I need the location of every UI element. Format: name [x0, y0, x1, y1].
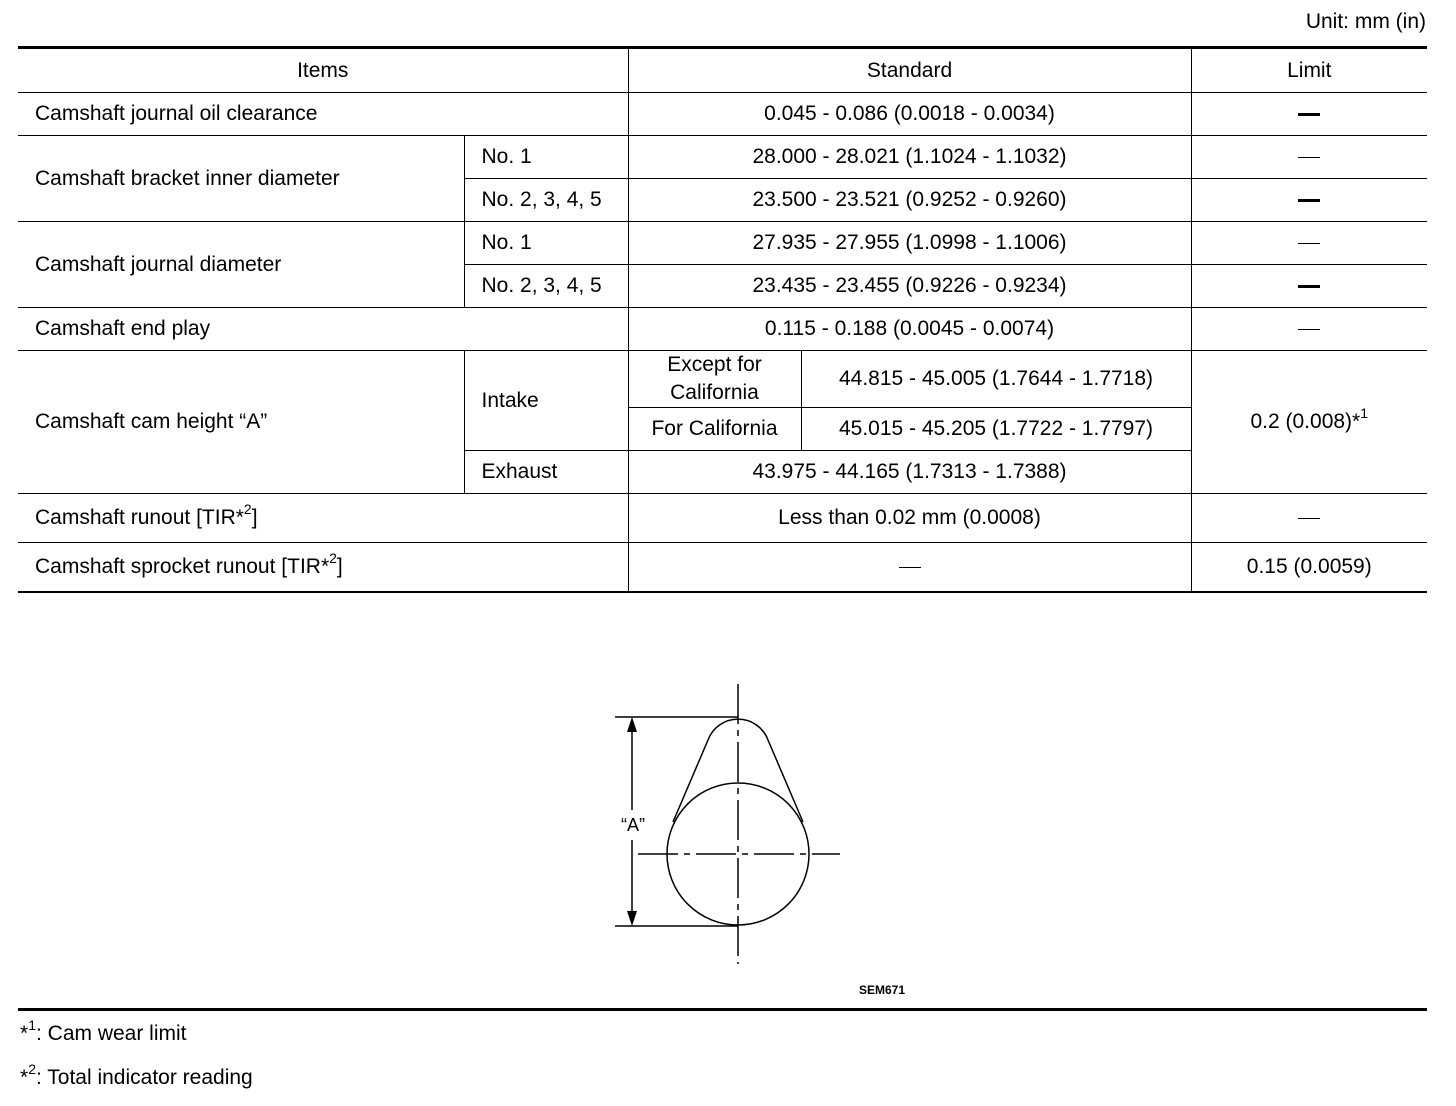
limit-cell	[1191, 308, 1427, 351]
standard-cell: 27.935 - 27.955 (1.0998 - 1.1006)	[628, 222, 1191, 265]
table-row	[18, 222, 1427, 265]
sub-item-cell: No. 1	[464, 136, 628, 179]
footnote-number: 2	[28, 1061, 36, 1077]
table-row	[18, 494, 1427, 543]
item-cell	[18, 494, 628, 543]
standard-cell: 0.045 - 0.086 (0.0018 - 0.0034)	[628, 93, 1191, 136]
limit-dash	[1298, 518, 1320, 519]
header-limit: Limit	[1191, 48, 1427, 93]
limit-value: 0.2 (0.008)*	[1250, 410, 1361, 433]
item-cell	[18, 543, 628, 593]
limit-cell	[1191, 494, 1427, 543]
sub-item-cell: No. 2, 3, 4, 5	[464, 265, 628, 308]
standard-cell: Less than 0.02 mm (0.0008)	[628, 494, 1191, 543]
item-text: Camshaft runout [TIR*	[35, 506, 244, 529]
footnote-mark: *	[20, 1066, 29, 1089]
limit-cell	[1191, 179, 1427, 222]
limit-footnote-ref: 1	[1360, 405, 1369, 421]
item-cell: Camshaft journal oil clearance	[18, 93, 628, 136]
standard-dash	[899, 567, 921, 568]
item-text-end: ]	[251, 506, 258, 529]
table-row	[18, 308, 1427, 351]
dimension-label-a: “A”	[621, 815, 645, 835]
limit-dash	[1298, 243, 1320, 244]
footnote-divider	[18, 1008, 1427, 1011]
limit-dash	[1298, 285, 1320, 288]
header-items: Items	[18, 48, 628, 93]
table-row	[18, 543, 1427, 593]
standard-cell: 0.115 - 0.188 (0.0045 - 0.0074)	[628, 308, 1191, 351]
limit-cell	[1191, 93, 1427, 136]
limit-dash	[1298, 157, 1320, 158]
item-cell: Camshaft bracket inner diameter	[18, 136, 464, 222]
limit-cell	[1191, 351, 1427, 494]
item-text: Camshaft sprocket runout [TIR*	[35, 555, 330, 578]
standard-cell	[628, 543, 1191, 593]
table-row	[18, 93, 1427, 136]
header-standard: Standard	[628, 48, 1191, 93]
item-cell: Camshaft cam height “A”	[18, 351, 464, 494]
dimension-arrow-down	[627, 911, 637, 926]
cam-height-diagram	[0, 670, 1456, 990]
table-row	[18, 351, 1427, 408]
camshaft-spec-table	[18, 46, 1427, 593]
standard-cell: 28.000 - 28.021 (1.1024 - 1.1032)	[628, 136, 1191, 179]
footnote-text: : Total indicator reading	[35, 1066, 253, 1089]
item-cell: Camshaft journal diameter	[18, 222, 464, 308]
item-text-end: ]	[336, 555, 343, 578]
limit-cell	[1191, 265, 1427, 308]
limit-dash	[1298, 199, 1320, 202]
sub-item-cell: Intake	[464, 351, 628, 451]
footnote-2	[20, 1061, 253, 1090]
footnote-text: : Cam wear limit	[35, 1022, 187, 1045]
sub-item-cell: Exhaust	[464, 451, 628, 494]
item-footnote-ref: 2	[243, 501, 252, 517]
standard-cell: 23.500 - 23.521 (0.9252 - 0.9260)	[628, 179, 1191, 222]
footnote-number: 1	[28, 1017, 36, 1033]
limit-cell	[1191, 136, 1427, 179]
condition-cell	[628, 351, 801, 408]
item-footnote-ref: 2	[329, 550, 337, 566]
limit-cell: 0.15 (0.0059)	[1191, 543, 1427, 593]
footnote-1	[20, 1017, 187, 1046]
limit-dash	[1298, 329, 1320, 330]
standard-cell: 44.815 - 45.005 (1.7644 - 1.7718)	[801, 351, 1191, 408]
footnote-mark: *	[20, 1022, 29, 1045]
standard-cell: 23.435 - 23.455 (0.9226 - 0.9234)	[628, 265, 1191, 308]
sub-item-cell: No. 2, 3, 4, 5	[464, 179, 628, 222]
item-cell: Camshaft end play	[18, 308, 628, 351]
unit-label: Unit: mm (in)	[1305, 10, 1426, 33]
limit-dash	[1298, 113, 1320, 116]
condition-cell: For California	[628, 408, 801, 451]
table-row	[18, 136, 1427, 179]
standard-cell: 45.015 - 45.205 (1.7722 - 1.7797)	[801, 408, 1191, 451]
condition-label: Except for California	[667, 353, 762, 404]
standard-cell: 43.975 - 44.165 (1.7313 - 1.7388)	[628, 451, 1191, 494]
dimension-arrow-up	[627, 717, 637, 732]
figure-id: SEM671	[859, 983, 906, 997]
header-row	[18, 48, 1427, 93]
limit-cell	[1191, 222, 1427, 265]
sub-item-cell: No. 1	[464, 222, 628, 265]
